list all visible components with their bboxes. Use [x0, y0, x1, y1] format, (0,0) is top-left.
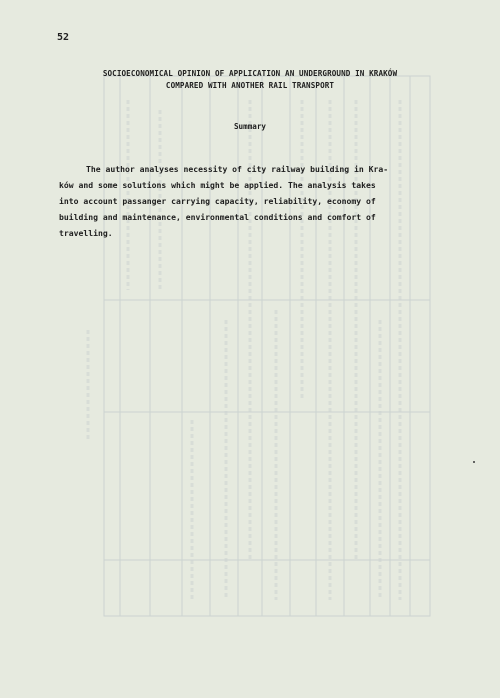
- body-line: travelling.: [59, 228, 113, 238]
- title-line-2: COMPARED WITH ANOTHER RAIL TRANSPORT: [165, 81, 335, 90]
- body-line: ków and some solutions which might be applied. The analysis takes: [59, 180, 376, 190]
- paper-speck: [473, 461, 475, 463]
- page-number: 52: [57, 32, 70, 43]
- section-heading: Summary: [233, 122, 266, 131]
- body-line: The author analyses necessity of city railway building in Kra-: [86, 164, 389, 174]
- body-line: building and maintenance, environmental conditions and comfort of: [59, 212, 376, 222]
- title-line-1: SOCIOECONOMICAL OPINION OF APPLICATION AN UNDERGROUND IN KRAKÓW: [102, 69, 398, 78]
- body-line: into account passanger carrying capacity, reliability, economy of: [59, 196, 376, 206]
